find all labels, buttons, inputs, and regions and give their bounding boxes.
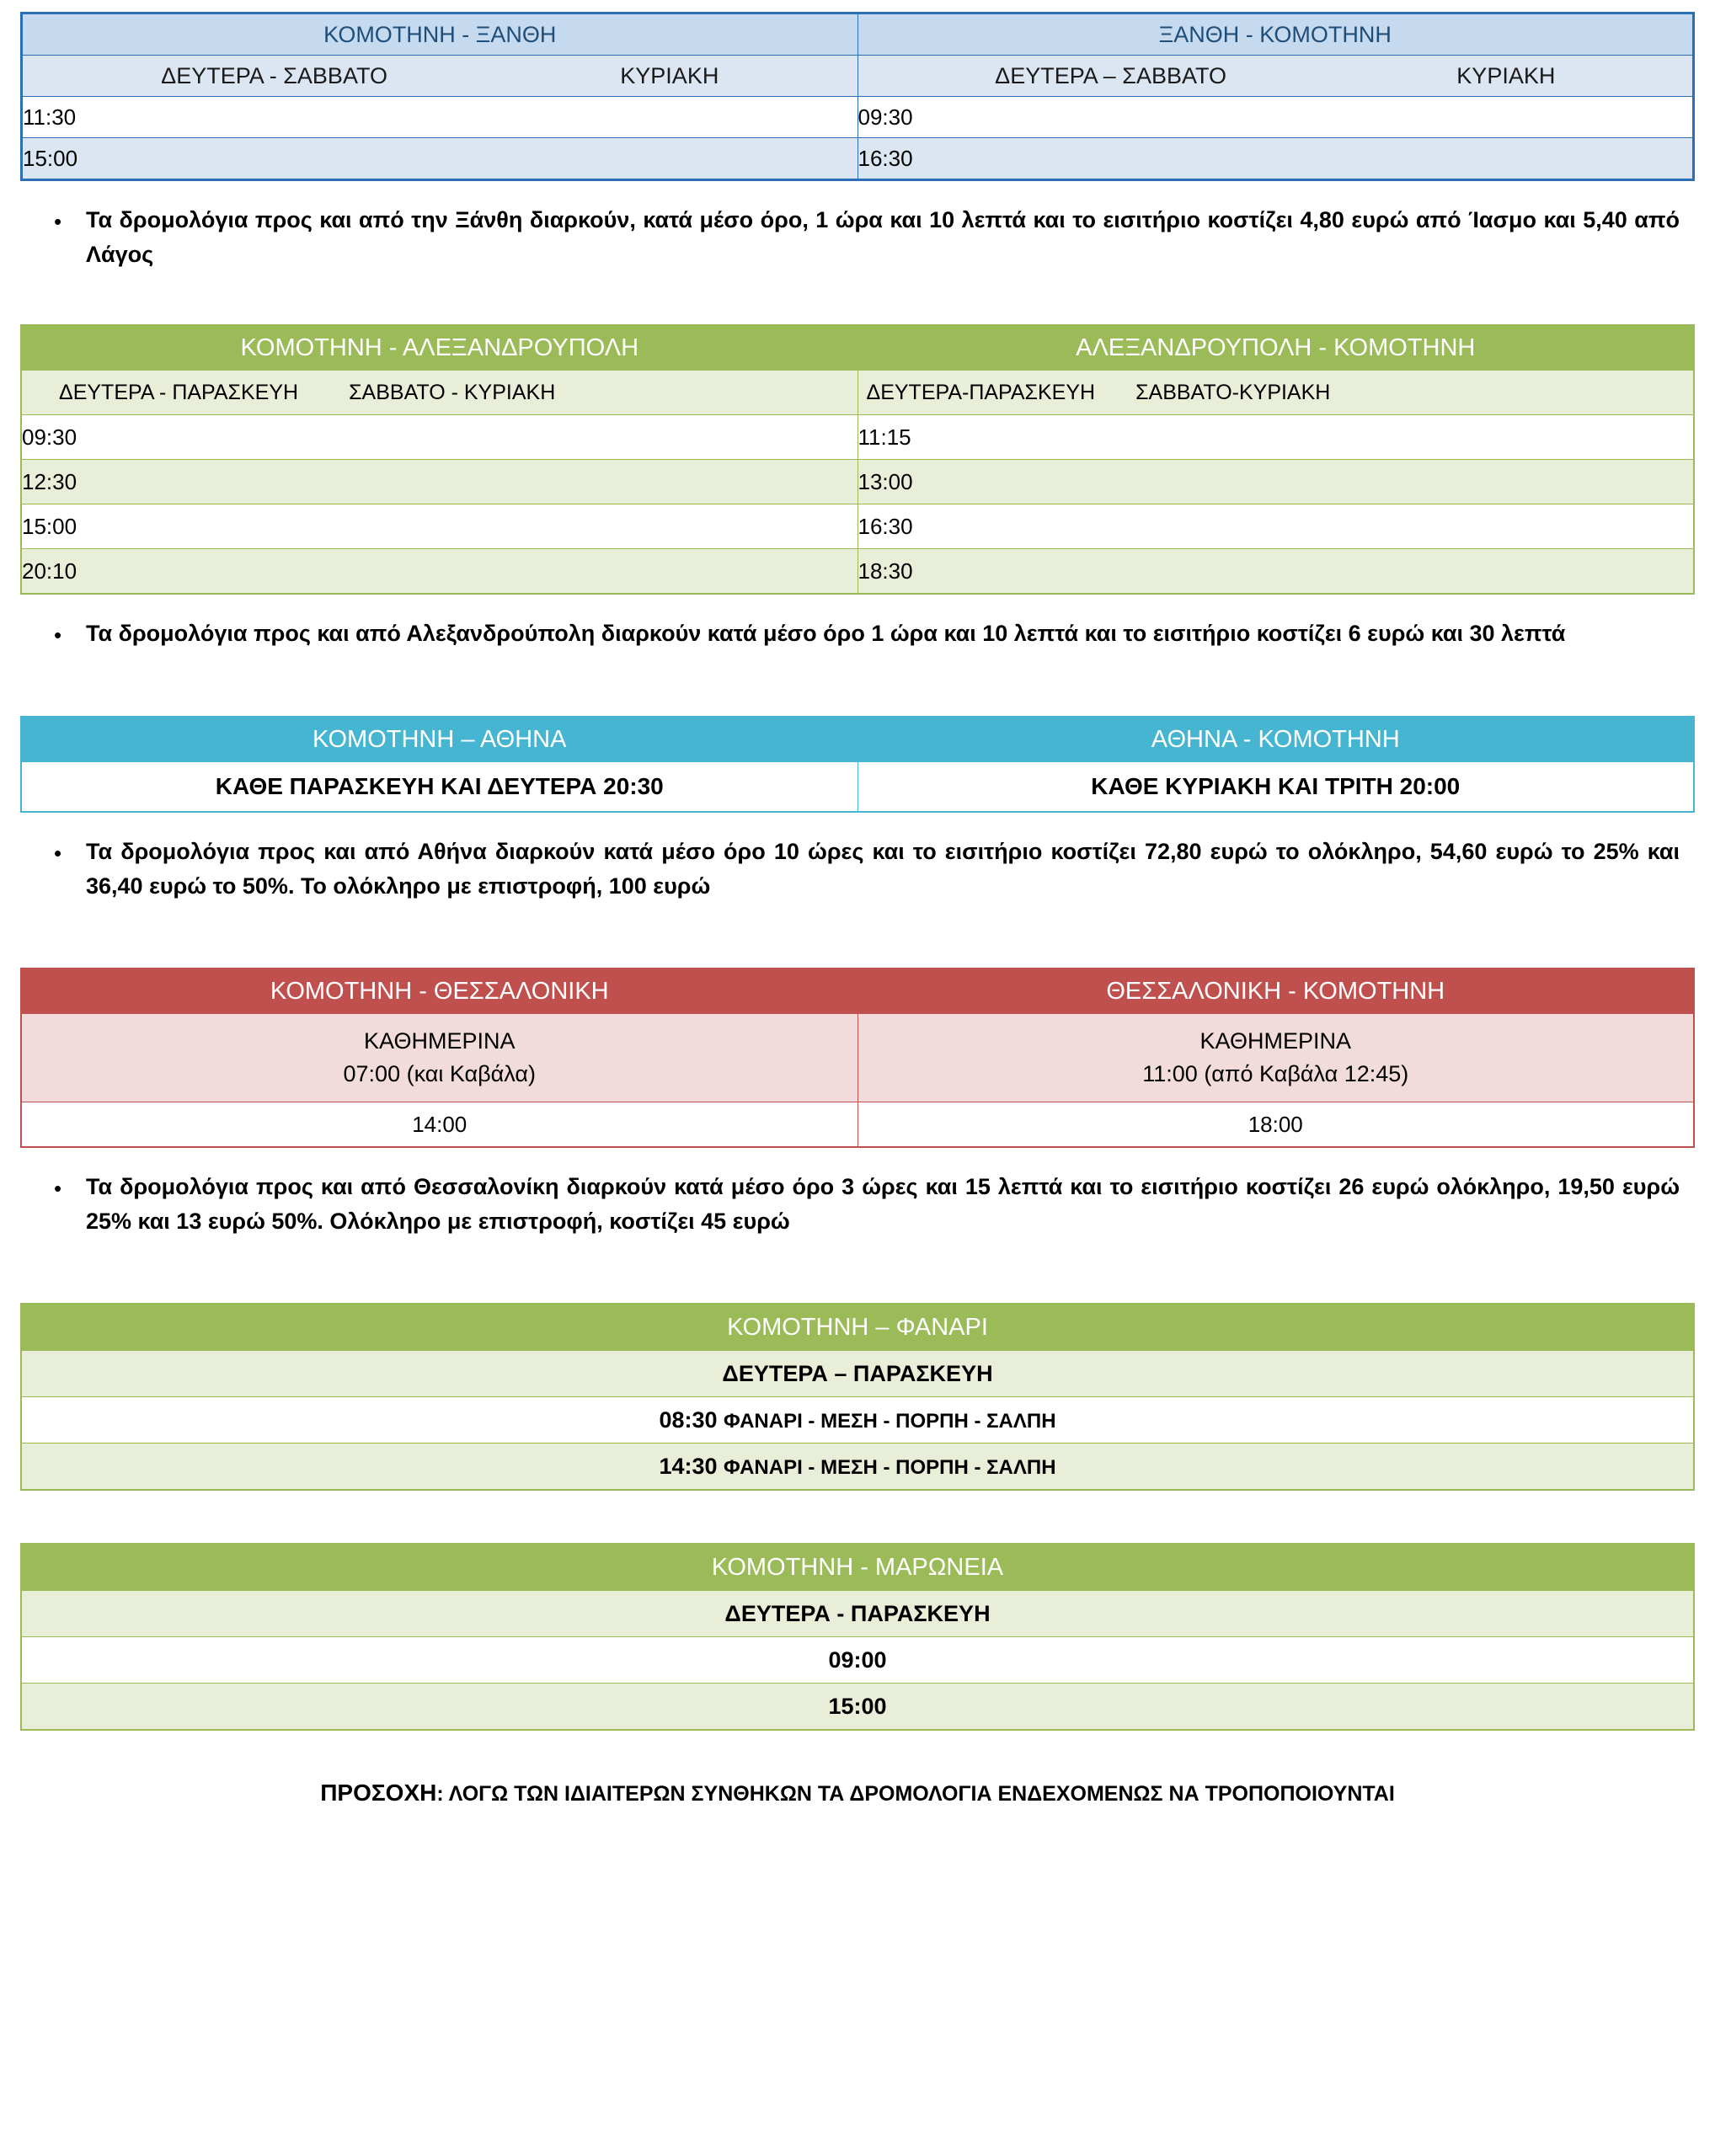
table-row — [22, 1684, 1694, 1730]
thess-sub-right — [858, 1014, 1694, 1102]
note-alexandroupoli — [20, 616, 1695, 652]
xanthi-sub-right-b: ΚΥΡΙΑΚΗ — [1456, 62, 1556, 88]
note-thessaloniki-text: Τα δρομολόγια προς και από Θεσσαλονίκη διαρκούν κατά μέσο όρο 3 ώρες και 15 λεπτά και το εισιτήριο κοστίζει 26 ευρώ ολόκληρο, 19,50 ευρώ 25% και 13 ευρώ 50%. Ολόκληρο με επιστροφή, κοστίζει 45 ευρώ — [86, 1174, 1680, 1235]
xanthi-sub-left-b: ΚΥΡΙΑΚΗ — [620, 62, 719, 88]
table-row — [22, 1397, 1694, 1444]
alex-depart-1: 09:30 — [22, 415, 858, 460]
athina-return: ΚΑΘΕ ΚΥΡΙΑΚΗ ΚΑΙ ΤΡΙΤΗ 20:00 — [858, 762, 1694, 812]
athina-depart: ΚΑΘΕ ΠΑΡΑΣΚΕΥΗ ΚΑΙ ΔΕΥΤΕΡΑ 20:30 — [22, 762, 858, 812]
table-header-row — [22, 1545, 1694, 1591]
table-subheader-row — [22, 1591, 1694, 1637]
footer-notice — [20, 1780, 1695, 1806]
table-subheader-row — [22, 1351, 1694, 1397]
alex-return-2: 13:00 — [858, 460, 1694, 504]
alex-depart-3: 15:00 — [22, 504, 858, 549]
alex-sub-right-b: ΣΑΒΒΑΤΟ-ΚΥΡΙΑΚΗ — [1135, 380, 1331, 404]
xanthi-return-2: 16:30 — [858, 138, 1693, 179]
fanari-time-2: 14:30 — [659, 1453, 718, 1479]
table-header-row — [22, 326, 1694, 371]
table-row — [23, 97, 1693, 138]
table-header-row — [22, 969, 1694, 1014]
fanari-timetable — [20, 1303, 1695, 1491]
thess-sub-left-1: ΚΑΘΗΜΕΡΙΝΑ — [364, 1028, 516, 1054]
fanari-route-1: ΦΑΝΑΡΙ - ΜΕΣΗ - ΠΟΡΠΗ - ΣΑΛΠΗ — [724, 1409, 1056, 1433]
maroneia-timetable — [20, 1543, 1695, 1731]
alexandroupoli-timetable — [20, 324, 1695, 595]
thess-head-left: ΚΟΜΟΤΗΝΗ - ΘΕΣΣΑΛΟΝΙΚΗ — [22, 969, 858, 1014]
maroneia-head: ΚΟΜΟΤΗΝΗ - ΜΑΡΩΝΕΙΑ — [22, 1545, 1694, 1591]
xanthi-depart-2: 15:00 — [23, 138, 858, 179]
alex-sub-right-a: ΔΕΥΤΕΡΑ-ΠΑΡΑΣΚΕΥΗ — [866, 380, 1096, 404]
alex-sub-left-a: ΔΕΥΤΕΡΑ - ΠΑΡΑΣΚΕΥΗ — [59, 380, 299, 404]
alex-sub-left-b: ΣΑΒΒΑΤΟ - ΚΥΡΙΑΚΗ — [349, 380, 556, 404]
athina-head-left: ΚΟΜΟΤΗΝΗ – ΑΘΗΝΑ — [22, 718, 858, 762]
table-row — [23, 138, 1693, 179]
table-row — [22, 1637, 1694, 1684]
table-header-row — [22, 718, 1694, 762]
fanari-time-1: 08:30 — [659, 1406, 718, 1433]
note-athina — [20, 835, 1695, 904]
table-header-row — [23, 14, 1693, 56]
bullet-icon: • — [54, 1176, 62, 1202]
xanthi-sub-left-a: ΔΕΥΤΕΡΑ - ΣΑΒΒΑΤΟ — [161, 62, 387, 88]
alex-head-right: ΑΛΕΞΑΝΔΡΟΥΠΟΛΗ - ΚΟΜΟΤΗΝΗ — [858, 326, 1694, 371]
table-row — [22, 762, 1694, 812]
table-subheader-row — [22, 371, 1694, 415]
table-row — [22, 460, 1694, 504]
athina-head-right: ΑΘΗΝΑ - ΚΟΜΟΤΗΝΗ — [858, 718, 1694, 762]
table-subheader-row — [22, 1014, 1694, 1102]
table-header-row — [22, 1305, 1694, 1351]
bullet-icon: • — [54, 622, 62, 648]
table-row — [22, 504, 1694, 549]
bullet-icon: • — [54, 841, 62, 867]
alex-sub-right — [858, 371, 1694, 415]
table-row — [22, 1444, 1694, 1490]
note-athina-text: Τα δρομολόγια προς και από Αθήνα διαρκούν κατά μέσο όρο 10 ώρες και το εισιτήριο κοστίζει 72,80 ευρώ το ολόκληρο, 54,60 ευρώ το 25% και 36,40 ευρώ το 50%. Το ολόκληρο με επιστροφή, 100 ευρώ — [86, 839, 1680, 899]
bullet-icon: • — [54, 209, 62, 234]
xanthi-depart-1: 11:30 — [23, 97, 858, 138]
thess-sub-right-2: 11:00 (από Καβάλα 12:45) — [1142, 1061, 1409, 1087]
xanthi-sub-left — [23, 56, 858, 97]
xanthi-sub-right — [858, 56, 1693, 97]
note-xanthi-text: Τα δρομολόγια προς και από την Ξάνθη διαρκούν, κατά μέσο όρο, 1 ώρα και 10 λεπτά και το εισιτήριο κοστίζει 4,80 ευρώ από Ίασμο και 5,40 από Λάγος — [86, 207, 1680, 268]
fanari-route-2: ΦΑΝΑΡΙ - ΜΕΣΗ - ΠΟΡΠΗ - ΣΑΛΠΗ — [724, 1455, 1056, 1479]
xanthi-head-left: ΚΟΜΟΤΗΝΗ - ΞΑΝΘΗ — [23, 14, 858, 56]
alex-head-left: ΚΟΜΟΤΗΝΗ - ΑΛΕΞΑΝΔΡΟΥΠΟΛΗ — [22, 326, 858, 371]
thess-return-2: 18:00 — [858, 1102, 1694, 1147]
maroneia-sub: ΔΕΥΤΕΡΑ - ΠΑΡΑΣΚΕΥΗ — [22, 1591, 1694, 1637]
fanari-head: ΚΟΜΟΤΗΝΗ – ΦΑΝΑΡΙ — [22, 1305, 1694, 1351]
alex-return-3: 16:30 — [858, 504, 1694, 549]
fanari-row-1 — [22, 1397, 1694, 1444]
table-row — [22, 1102, 1694, 1147]
xanthi-timetable — [20, 12, 1695, 181]
athina-timetable — [20, 716, 1695, 813]
thess-sub-right-1: ΚΑΘΗΜΕΡΙΝΑ — [1199, 1028, 1351, 1054]
thessaloniki-timetable — [20, 968, 1695, 1148]
note-thessaloniki — [20, 1170, 1695, 1239]
fanari-row-2 — [22, 1444, 1694, 1490]
maroneia-time-1: 09:00 — [22, 1637, 1694, 1684]
table-row — [22, 415, 1694, 460]
fanari-sub: ΔΕΥΤΕΡΑ – ΠΑΡΑΣΚΕΥΗ — [22, 1351, 1694, 1397]
xanthi-return-1: 09:30 — [858, 97, 1693, 138]
footer-rest: : ΛΟΓΩ ΤΩΝ ΙΔΙΑΙΤΕΡΩΝ ΣΥΝΘΗΚΩΝ ΤΑ ΔΡΟΜΟΛΟΓΙΑ ΕΝΔΕΧΟΜΕΝΩΣ ΝΑ ΤΡΟΠΟΠΟΙΟΥΝΤΑΙ — [436, 1782, 1395, 1806]
table-subheader-row — [23, 56, 1693, 97]
thess-sub-left — [22, 1014, 858, 1102]
footer-strong: ΠΡΟΣΟΧΗ — [320, 1780, 437, 1806]
alex-return-1: 11:15 — [858, 415, 1694, 460]
xanthi-sub-right-a: ΔΕΥΤΕΡΑ – ΣΑΒΒΑΤΟ — [995, 62, 1226, 88]
maroneia-time-2: 15:00 — [22, 1684, 1694, 1730]
thess-sub-left-2: 07:00 (και Καβάλα) — [343, 1061, 536, 1087]
alex-depart-2: 12:30 — [22, 460, 858, 504]
note-xanthi — [20, 203, 1695, 272]
thess-depart-2: 14:00 — [22, 1102, 858, 1147]
table-row — [22, 549, 1694, 594]
alex-return-4: 18:30 — [858, 549, 1694, 594]
xanthi-head-right: ΞΑΝΘΗ - ΚΟΜΟΤΗΝΗ — [858, 14, 1693, 56]
alex-depart-4: 20:10 — [22, 549, 858, 594]
alex-sub-left — [22, 371, 858, 415]
thess-head-right: ΘΕΣΣΑΛΟΝΙΚΗ - ΚΟΜΟΤΗΝΗ — [858, 969, 1694, 1014]
note-alexandroupoli-text: Τα δρομολόγια προς και από Αλεξανδρούπολη διαρκούν κατά μέσο όρο 1 ώρα και 10 λεπτά και το εισιτήριο κοστίζει 6 ευρώ και 30 λεπτά — [86, 621, 1566, 647]
